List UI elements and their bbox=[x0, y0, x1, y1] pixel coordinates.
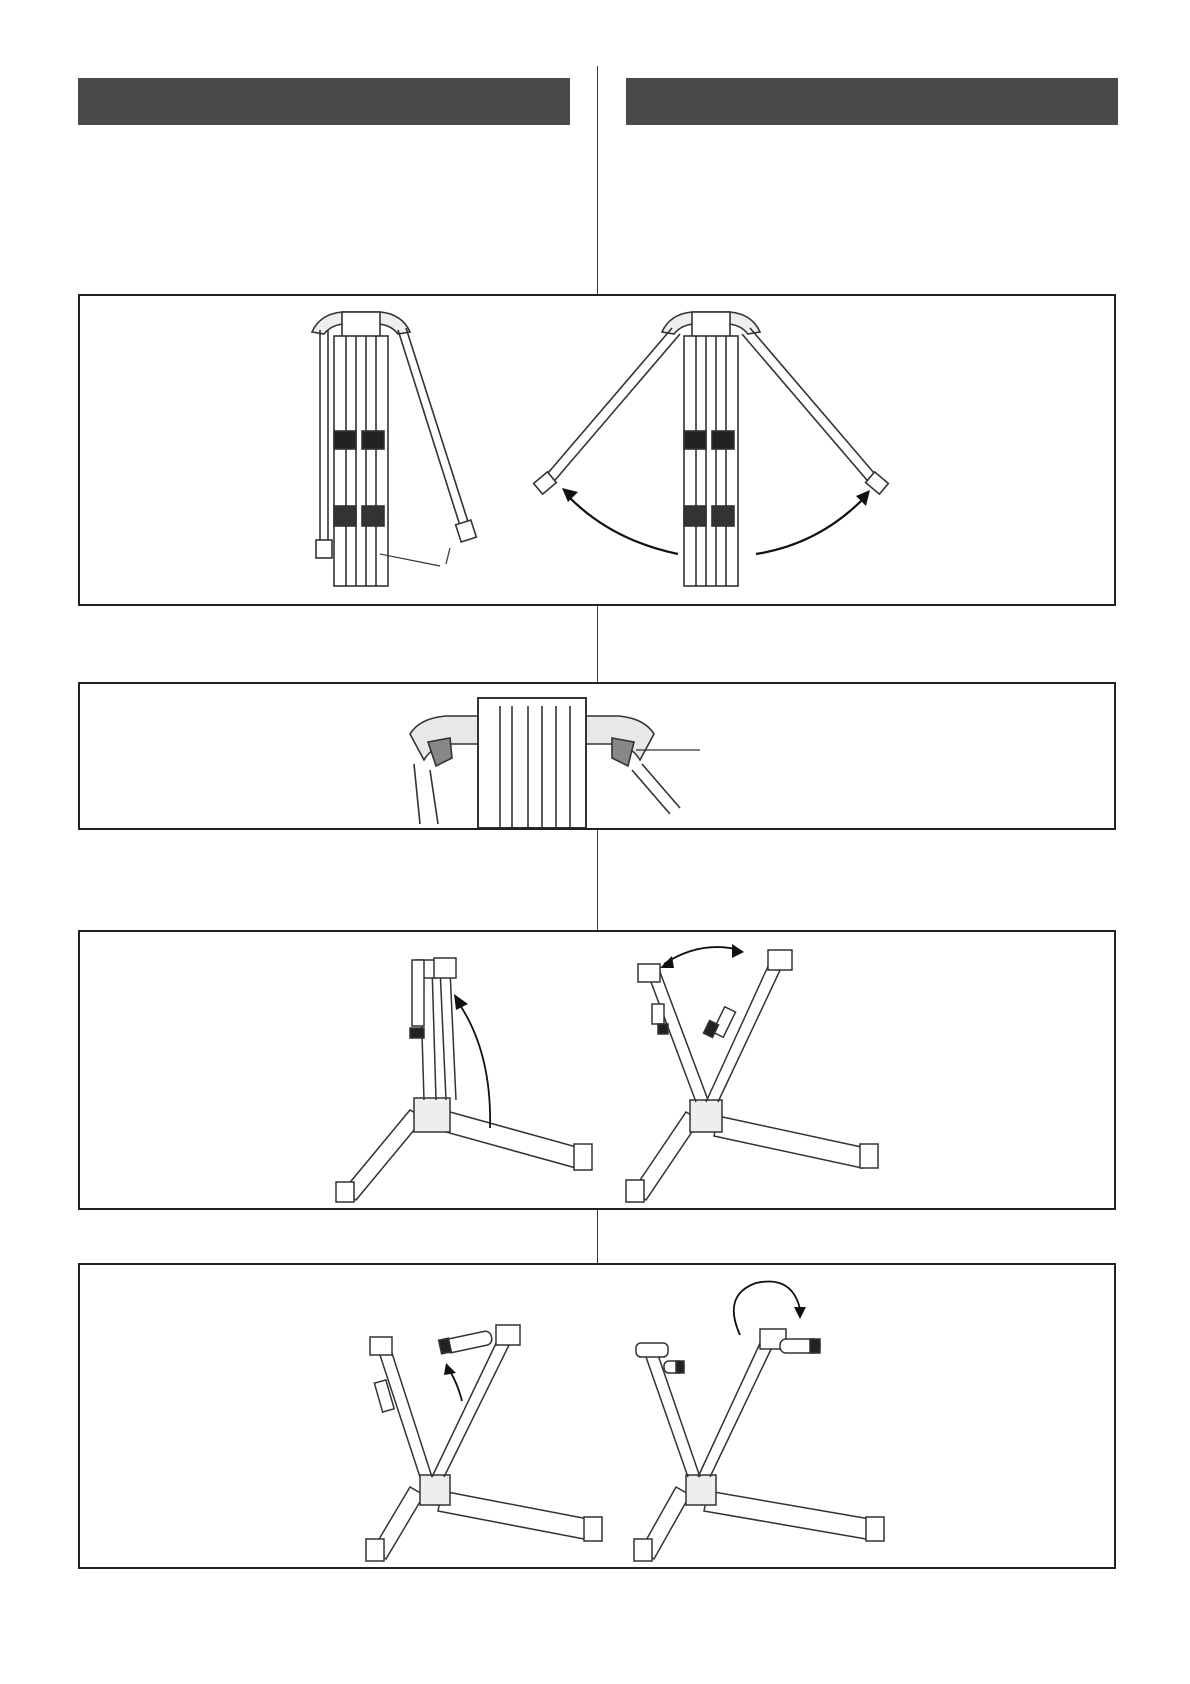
figure-panel-2 bbox=[78, 682, 1116, 830]
handle-attach-illustration bbox=[366, 1325, 602, 1561]
section-header-left bbox=[78, 78, 570, 125]
tripod-legs-folded-illustration bbox=[312, 312, 476, 586]
column-divider bbox=[597, 606, 598, 682]
spread-arrow-left-icon bbox=[566, 494, 678, 554]
swing-arrow-icon bbox=[660, 944, 744, 968]
stand-arms-spread-illustration bbox=[626, 950, 878, 1202]
figure-panel-1 bbox=[78, 294, 1116, 606]
figure-panel-4 bbox=[78, 1263, 1116, 1569]
figure-1-illustration bbox=[80, 296, 1114, 604]
figure-4-illustration bbox=[80, 1265, 1114, 1567]
stand-column-raise-illustration bbox=[336, 958, 592, 1202]
figure-3-illustration bbox=[80, 932, 1114, 1208]
column-divider bbox=[597, 66, 598, 294]
raise-arrow-icon bbox=[458, 1002, 490, 1128]
figure-panel-3 bbox=[78, 930, 1116, 1210]
lock-knob-left-icon bbox=[428, 738, 452, 766]
spread-arrow-right-icon bbox=[756, 496, 866, 554]
figure-2-illustration bbox=[80, 684, 1114, 828]
handle-rotate-illustration bbox=[634, 1329, 884, 1561]
lock-knob-right-icon bbox=[612, 738, 634, 766]
column-divider bbox=[597, 830, 598, 930]
column-divider bbox=[597, 1210, 598, 1263]
section-header-left-label bbox=[78, 90, 92, 112]
rotate-arrow-icon bbox=[734, 1281, 806, 1335]
section-header-right-label bbox=[626, 90, 640, 112]
attach-arrow-icon bbox=[450, 1371, 462, 1401]
tripod-legs-spread-illustration bbox=[534, 312, 889, 586]
section-header-right bbox=[626, 78, 1118, 125]
leg-lock-detail-illustration bbox=[410, 698, 700, 828]
